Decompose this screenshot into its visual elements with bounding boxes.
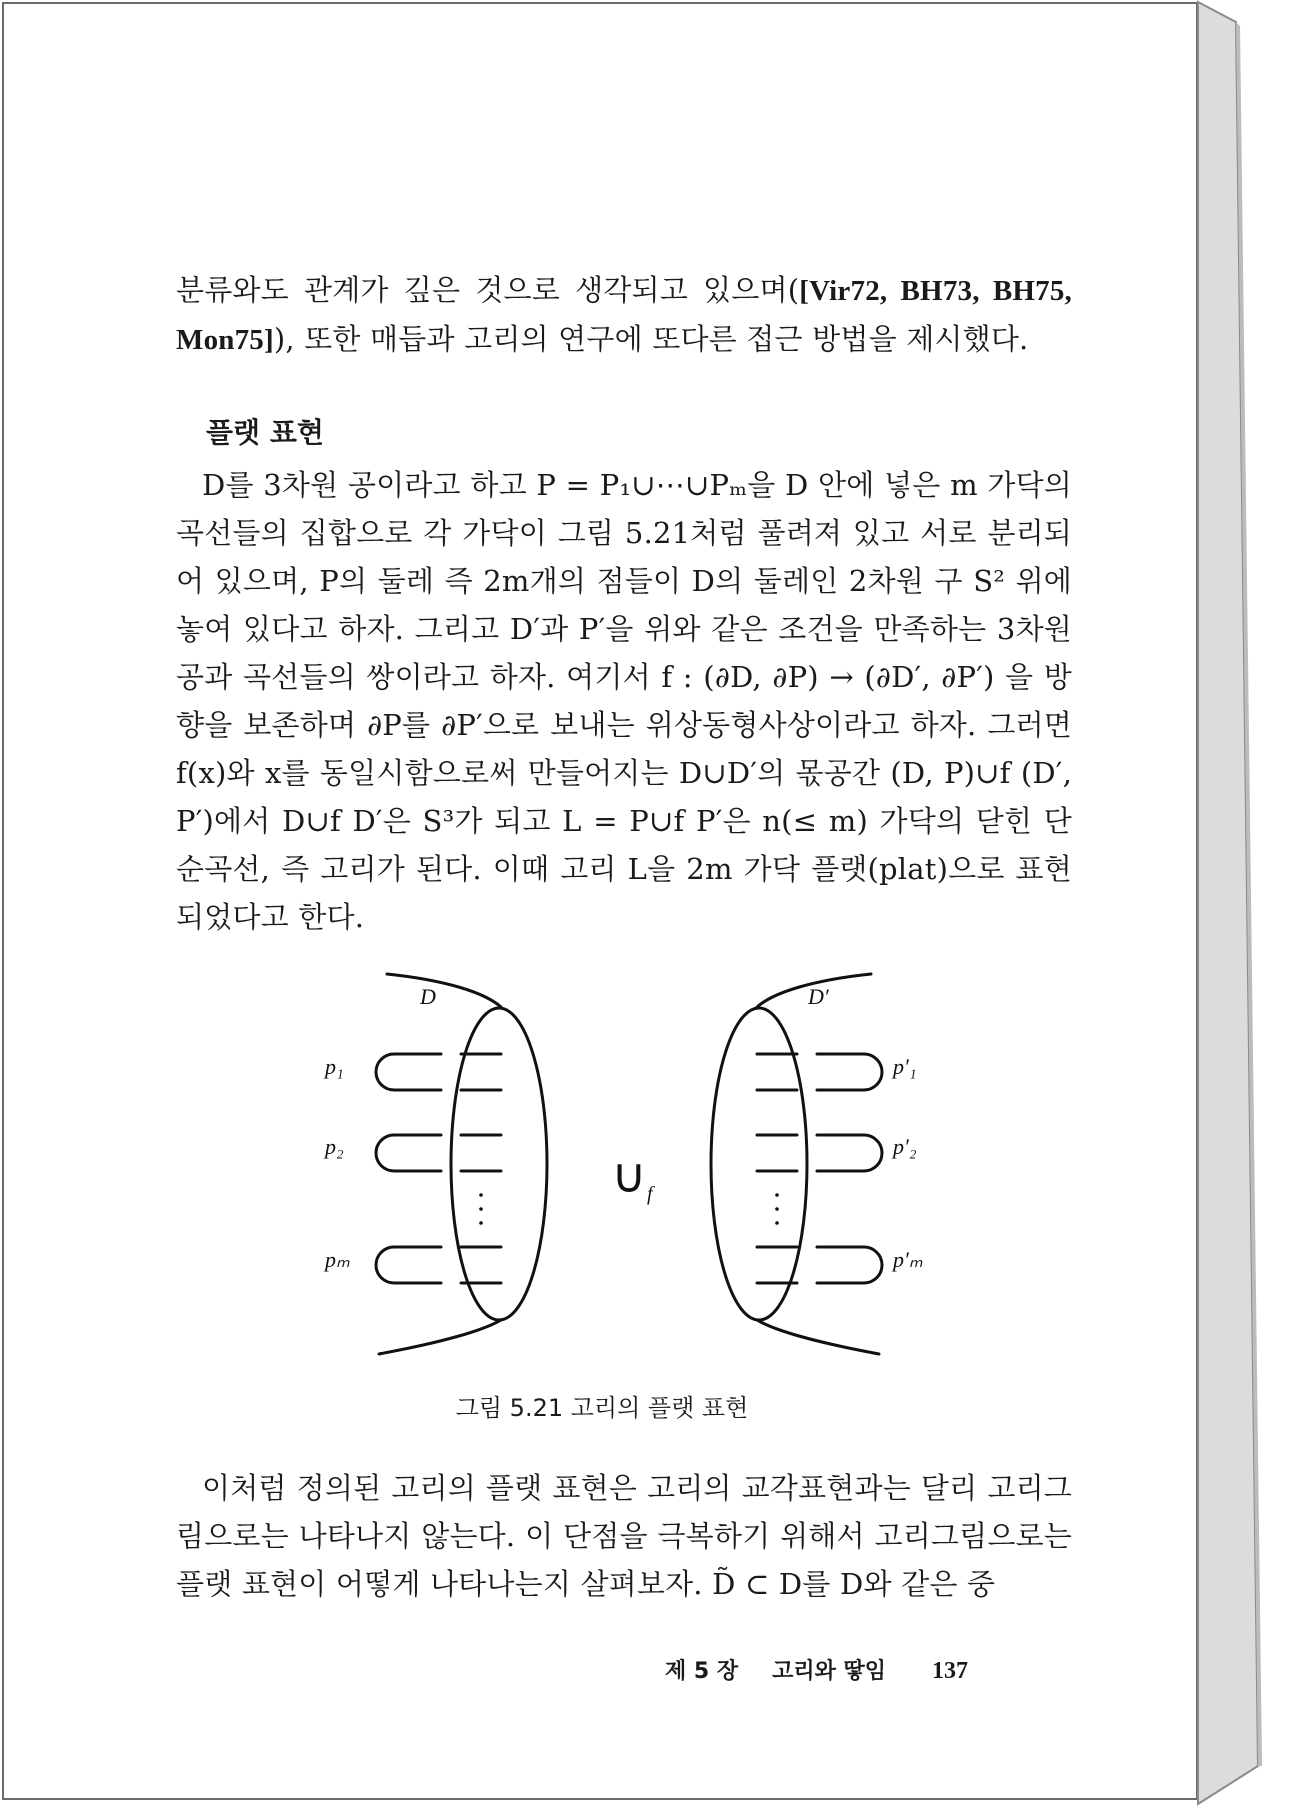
section-heading: 플랫 표현 [206, 416, 324, 449]
bottom-paragraph-text: 이처럼 정의된 고리의 플랫 표현은 고리의 교각표현과는 달리 고리그림으로는 나타나지 않는다. 이 단점을 극복하기 위해서 고리그림으로는 플랫 표현이 어떻게 나타나는지 살펴보자. D̃ ⊂ D를 D와 같은 중 [176, 1471, 1072, 1601]
chapter-number: 제 5 장 [664, 1659, 739, 1684]
label-p1-prime: p′₁ [893, 1054, 917, 1079]
union-subscript: f [647, 1183, 653, 1205]
top-paragraph-text-end: ), 또한 매듭과 고리의 연구에 또다른 접근 방법을 제시했다. [273, 322, 1029, 356]
label-d: D [420, 984, 436, 1009]
top-paragraph-text: 분류와도 관계가 깊은 것으로 생각되고 있으며( [176, 273, 800, 307]
figure-caption: 그림 5.21 고리의 플랫 표현 [455, 1394, 749, 1422]
label-p2: p₂ [325, 1134, 344, 1159]
label-pm: pₘ [325, 1247, 350, 1272]
label-pm-prime: p′ₘ [893, 1247, 923, 1272]
main-paragraph-text: D를 3차원 공이라고 하고 P = P₁∪⋯∪Pₘ을 D 안에 넣은 m 가닥의 곡선들의 집합으로 각 가닥이 그림 5.21처럼 풀려져 있고 서로 분리되어 있으며, P의 둘레 즉 2m개의 점들이 D의 둘레인 2차원 구 S² 위에 놓여 있다고 하자. 그리고 D′과 P′을 위와 같은 조건을 만족하는 3차원 공과 곡선들의 쌍이라고 하자. 여기서 f : (∂D, ∂P) → (∂D′, ∂P′) 을 방향을 보존하며 ∂P를 ∂P′으로 보내는 위상동형사상이라고 하자. 그러면 f(x)와 x를 동일시함으로써 만들어지는 D∪D′의 몫공간 (D, P)∪f (D′, P′)에서 D∪f D′은 S³가 되고 L = P∪f P′은 n(≤ m) 가닥의 닫힌 단순곡선, 즉 고리가 된다. 이때 고리 L을 2m 가닥 플랫(plat)으로 표현되었다고 한다. [176, 468, 1072, 934]
page-number: 137 [932, 1658, 968, 1684]
chapter-title: 고리와 땋임 [772, 1659, 886, 1684]
label-d-prime: D′ [808, 984, 829, 1009]
label-p1: p₁ [325, 1054, 344, 1079]
union-symbol: ∪ [611, 1150, 647, 1203]
citation-refs: [Vir72, BH73, BH75, Mon75] [176, 275, 1072, 356]
label-p2-prime: p′₂ [893, 1134, 917, 1159]
